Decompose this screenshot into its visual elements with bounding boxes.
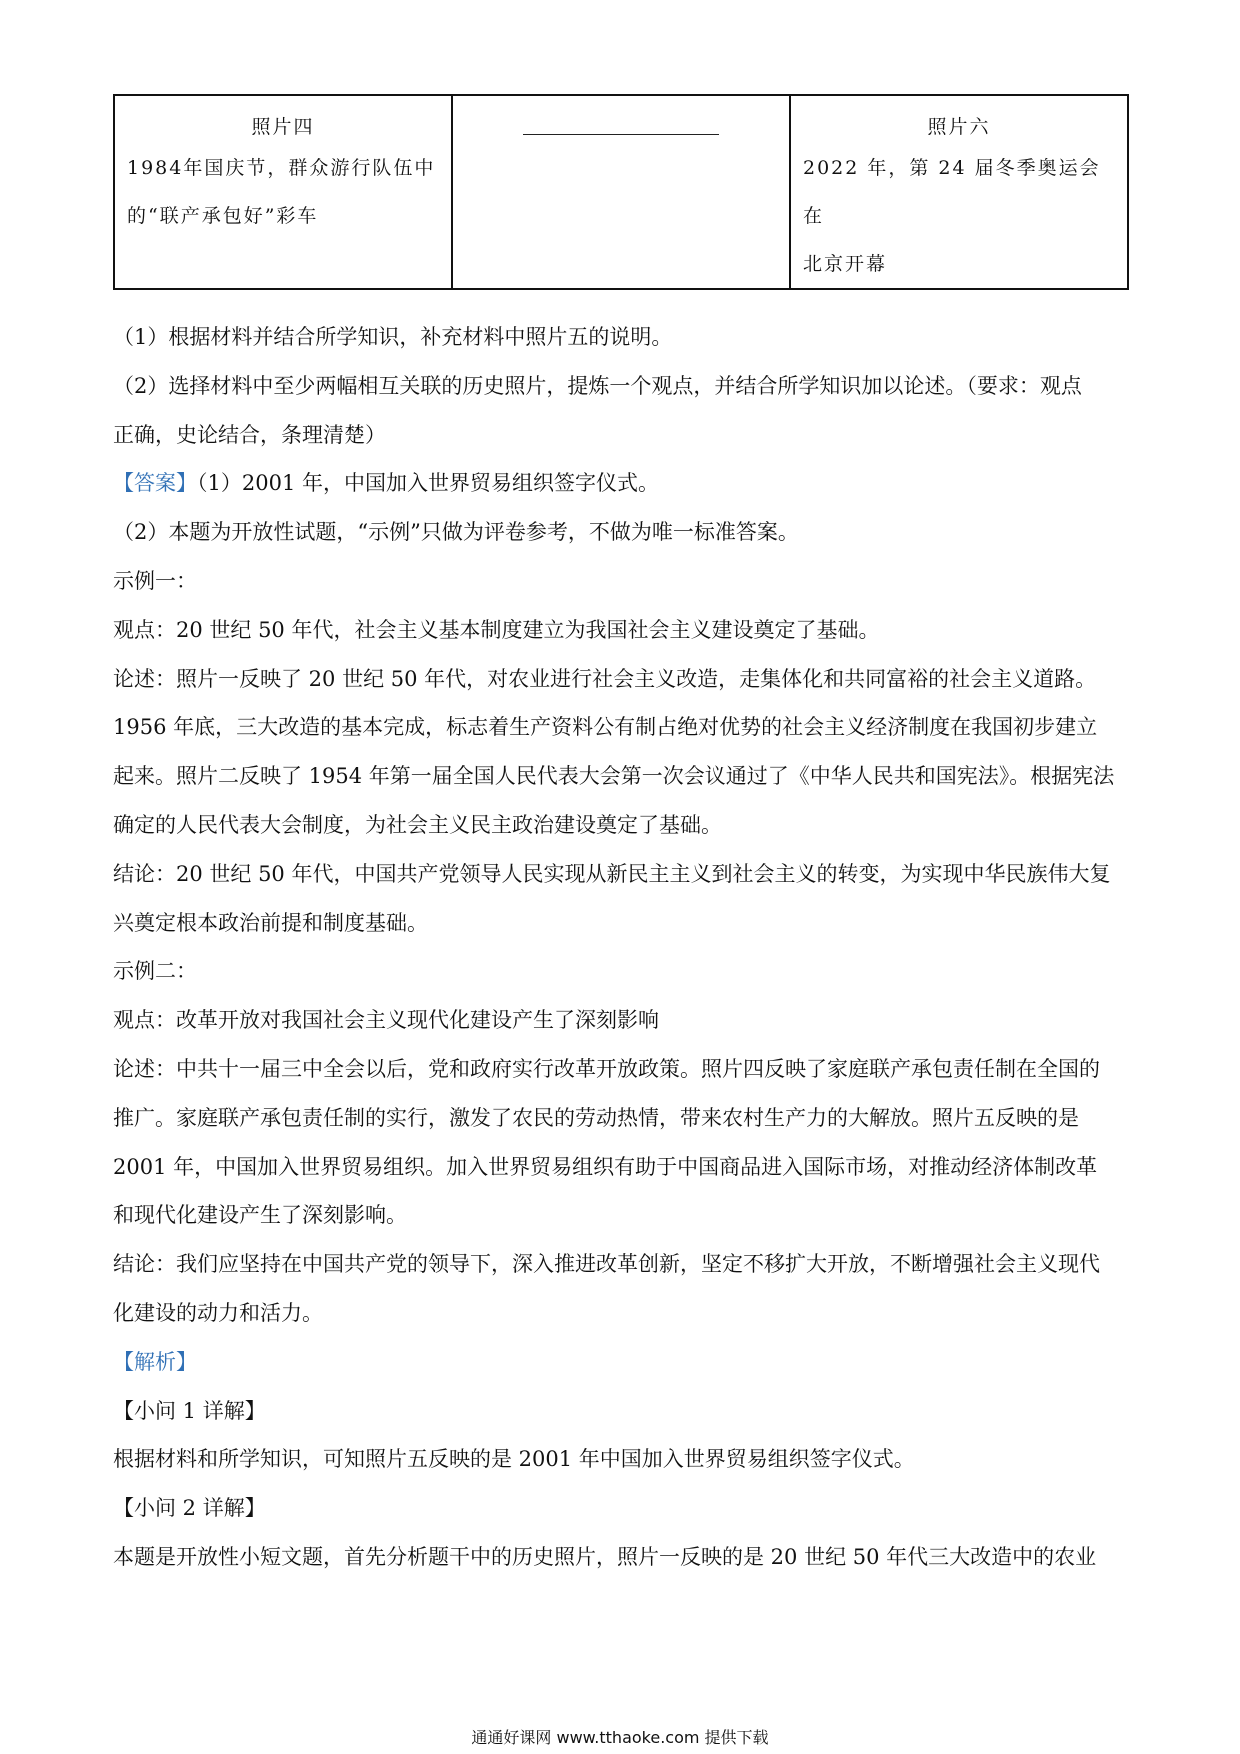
photo6-cell (790, 95, 1128, 289)
question-2-line2: 正确，史论结合，条理清楚） (113, 422, 386, 447)
question-answer-body (113, 313, 1129, 1582)
example1-line: 起来。照片二反映了 1954 年第一届全国人民代表大会第一次会议通过了《中华人民共和国宪法》。根据宪法 (113, 764, 1115, 789)
photo5-cell (452, 95, 790, 289)
example1-line: 论述：照片一反映了 20 世纪 50 年代，对农业进行社会主义改造，走集体化和共同富裕的社会主义道路。 (113, 666, 1097, 691)
photo4-cell (114, 95, 452, 289)
answer-1-text: （1）2001 年，中国加入世界贸易组织签字仪式。 (197, 471, 659, 496)
photo-caption-table (113, 94, 1129, 290)
example2-line: 推广。家庭联产承包责任制的实行，激发了农民的劳动热情，带来农村生产力的大解放。照片五反映的是 (113, 1105, 1079, 1130)
sub-question-1-heading: 【小问 1 详解】 (113, 1398, 266, 1423)
example2-heading: 示例二： (113, 959, 197, 984)
example2-viewpoint: 观点：改革开放对我国社会主义现代化建设产生了深刻影响 (113, 1008, 659, 1033)
example2-line: 结论：我们应坚持在中国共产党的领导下，深入推进改革创新，坚定不移扩大开放，不断增强社会主义现代 (113, 1252, 1100, 1277)
photo4-line1: 1984年国庆节，群众游行队伍中 (127, 157, 436, 179)
example1-viewpoint: 观点：20 世纪 50 年代，社会主义基本制度建立为我国社会主义建设奠定了基础。 (113, 617, 880, 642)
example1-line: 1956 年底，三大改造的基本完成，标志着生产资料公有制占绝对优势的社会主义经济制度在我国初步建立 (113, 715, 1098, 740)
photo6-line2: 北京开幕 (803, 253, 888, 275)
answer-1-paragraph (113, 459, 1129, 508)
sub-question-2-text: 本题是开放性小短文题，首先分析题干中的历史照片，照片一反映的是 20 世纪 50 年代三大改造中的农业 (113, 1544, 1097, 1569)
analysis-tag: 【解析】 (113, 1349, 197, 1374)
example2-line: 论述：中共十一届三中全会以后，党和政府实行改革开放政策。照片四反映了家庭联产承包责任制在全国的 (113, 1056, 1100, 1081)
example1-line: 确定的人民代表大会制度，为社会主义民主政治建设奠定了基础。 (113, 812, 722, 837)
photo6-title: 照片六 (927, 116, 991, 138)
example1-line: 结论：20 世纪 50 年代，中国共产党领导人民实现从新民主主义到社会主义的转变，为实现中华民族伟大复 (113, 861, 1111, 886)
answer-2-text: （2）本题为开放性试题，“示例”只做为评卷参考，不做为唯一标准答案。 (113, 520, 799, 545)
example2-line: 2001 年，中国加入世界贸易组织。加入世界贸易组织有助于中国商品进入国际市场，对推动经济体制改革 (113, 1154, 1098, 1179)
example2-line: 化建设的动力和活力。 (113, 1300, 323, 1325)
question-1: （1）根据材料并结合所学知识，补充材料中照片五的说明。 (113, 325, 673, 349)
photo4-line2: 的“联产承包好”彩车 (127, 205, 319, 227)
photo6-line1: 2022 年，第 24 届冬季奥运会在 (803, 157, 1101, 227)
sub-question-2-heading: 【小问 2 详解】 (113, 1496, 266, 1521)
photo5-blank-answer-line (523, 134, 719, 135)
example2-line: 和现代化建设产生了深刻影响。 (113, 1203, 407, 1228)
question-2-line1: （2）选择材料中至少两幅相互关联的历史照片，提炼一个观点，并结合所学知识加以论述。（要求：观点 (113, 373, 1082, 398)
answer-tag: 【答案】 (113, 471, 197, 496)
sub-question-1-text: 根据材料和所学知识，可知照片五反映的是 2001 年中国加入世界贸易组织签字仪式。 (113, 1447, 915, 1472)
example1-line: 兴奠定根本政治前提和制度基础。 (113, 910, 428, 935)
photo4-title: 照片四 (251, 116, 315, 138)
footer-download-credit: 通通好课网 www.tthaoke.com 提供下载 (471, 1728, 769, 1747)
example1-heading: 示例一： (113, 568, 197, 593)
